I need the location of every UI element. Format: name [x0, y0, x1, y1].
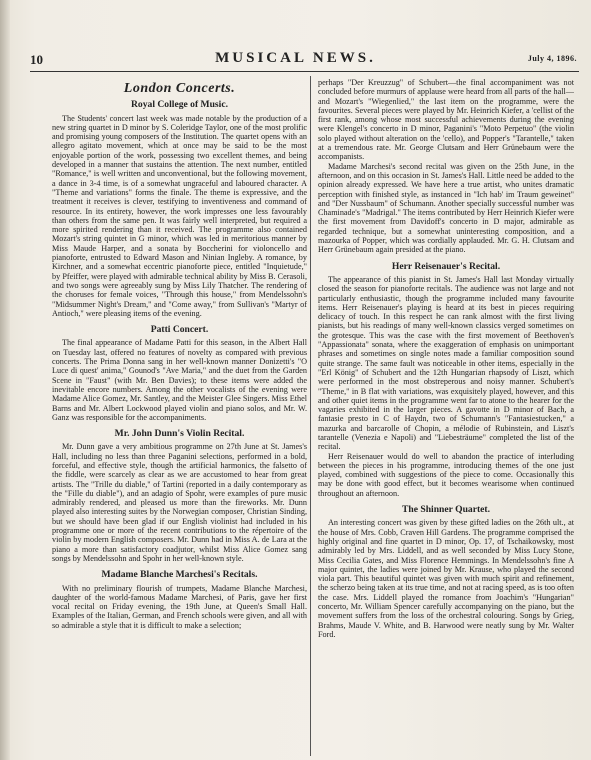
- dunn-heading: Mr. John Dunn's Violin Recital.: [114, 428, 245, 440]
- reisenauer-paragraph-2: Herr Reisenauer would do well to abandon the practice of interluding between the pieces in his programme, introducing themes of the one just played, combined with suggestions of the piece to come. Occasionally this may be done with good effect, but it becomes wearisome when continued throughout an afternoon.: [318, 451, 574, 498]
- patti-heading: Patti Concert.: [150, 324, 209, 336]
- left-column: [52, 78, 307, 630]
- marchesi-continued-paragraph: perhaps "Der Kreuzzug" of Schubert—the final accompaniment was not concluded before murmurs of applause were heard from all parts of the hall—and Mozart's "Wiegenlied," the last item on the programme, were the favourites. Several pieces were played by Mr. Heinrich Kiefer, a 'cellist of the first rank, among whose most successful achievements during the evening were Klengel's concerto in D minor, Paganini's "Moto Perpetuo" (the violin solo played without alteration on the 'cello), and Popper's "Tarantelle," taken at a tremendous rate. Mr. George Clutsam and Herr Grünebaum were the accompanists.: [318, 78, 574, 162]
- header-rule: [30, 71, 579, 72]
- shinner-paragraph: An interesting concert was given by these gifted ladies on the 26th ult., at the house of Mrs. Cobb, Craven Hill Gardens. The programme comprised the highly original and fine quartet in D minor, Op. 17, of Tschaikowsky, most admirably led by Mrs. Liddell, and as well seconded by Miss Lucy Stone, Miss Cecilia Gates, and Miss Florence Hemmings. In Mendelssohn's fine A major quintet, the ladies were joined by Mr. Krause, who played the second viola part. This beautiful quintet was given with much spirit and refinement, the scherzo being taken at its true time, and not at racing speed, as is too often the case. Mrs. Liddell played the romance from Joachim's "Hungarian" concerto, Mr. William Spencer carefully accompanying on the piano, but the movement suffers from the loss of the orchestral colouring. Songs by Grieg, Brahms, Maude V. White, and B. Harwood were neatly sung by Mr. Walter Ford.: [318, 518, 574, 639]
- section-title: London Concerts.: [123, 81, 236, 96]
- rcm-heading: Royal College of Music.: [131, 99, 228, 111]
- reisenauer-heading: Herr Reisenauer's Recital.: [391, 260, 501, 272]
- shinner-heading: The Shinner Quartet.: [401, 504, 491, 516]
- issue-date: July 4, 1896.: [527, 54, 577, 63]
- right-column: [318, 78, 574, 639]
- dunn-paragraph: Mr. Dunn gave a very ambitious programme on 27th June at St. James's Hall, including no less than three Paganini selections, performed in a bold, forceful, and effective style, though the artificial harmonics, the falsetto of the fiddle, were scarcely as clear as we are accustomed to hear from great artists. The "Trille du diable," of Tartini (reported in a daily contemporary as the "Fille du diable"), and an adagio of Spohr, were examples of pure music admirably rendered, and pleased us more than the fireworks. Mr. Dunn played also interesting suites by the Norwegian composer, Christian Sinding, but we should have been glad if our English violinist had included in his programme one or more of the recent contributions to the répertoire of the violin by modern English composers. Mr. Dunn had in Miss A. de Lara at the piano a more than satisfactory coadjutor, whilst Miss Alice Gomez sang songs by Mendelssohn and Spohr in her well-known style.: [52, 442, 307, 563]
- page-number: 10: [30, 52, 43, 67]
- patti-paragraph: The final appearance of Madame Patti for this season, in the Albert Hall on Tuesday last, offered no features of novelty as compared with previous concerts. The Prima Donna sang in her well-known manner Donizetti's "O Luce di quest' anima," Gounod's "Ave Maria," and the duet from the Garden Scene in "Faust" (with Mr. Ben Davies); to these items were added the inevitable encore numbers. Among the other vocalists of the evening were Madame Alice Gomez, Mr. Santley, and the Meister Glee Singers. Miss Ethel Barns and Mr. Albert Lockwood played violin and piano solos, and Mr. W. Ganz was responsible for the accompaniments.: [52, 338, 307, 422]
- rcm-paragraph: The Students' concert last week was made notable by the production of a new string quartet in D minor by S. Coleridge Taylor, one of the most prolific and promising young composers of the Institution. The quartet opens with an allegro agitato movement, which at once may be said to be the most enjoyable portion of the work, possessing two excellent themes, and being developed in a manner that sustains the attention. The next number, entitled "Romance," is well written and unconventional, but the following movement, a dance in 3-4 time, is of a somewhat ungraceful and laboured character. A "Theme and variations" forms the finale. The theme is expressive, and the treatment it receives is clever, testifying to inventiveness and command of resource. In its entirety, however, the work impresses one less favourably than others from the same pen. It was fairly well interpreted, but required a more spirited rendering than it received. The programme also contained Mozart's string quintet in G minor, which was led in meritorious manner by Miss Maude Harper, and a sonata by Boccherini for violoncello and pianoforte, entrusted to Edward Mason and Ninian Ingleby. A romance, by Kirchner, and a somewhat eccentric pianoforte piece, entitled "Inquietude," by Pfeiffer, were played with admirable technical ability by Miss B. Cerasoli, and two songs were agreeably sung by Miss Lily Thatcher. The rendering of the choruses for female voices, "Through this house," from Mendelssohn's "Midsummer Night's Dream," and "Come away," from Sullivan's "Martyr of Antioch," were pleasing items of the evening.: [52, 113, 307, 318]
- reisenauer-paragraph-1: The appearance of this pianist in St. James's Hall last Monday virtually closed the season for pianoforte recitals. The audience was not large and not particularly enthusiastic, though the programme included many favourite items. Herr Reisenauer's playing is heard at its best in pieces requiring delicacy of touch. In this respect he can rank almost with the first living pianists, but his readings of many well-known classics verged sometimes on the grotesque. This was the case with the first movement of Beethoven's "Appassionata" sonata, where the exaggeration of emphasis on unimportant phrases and sometimes on single notes made a familiar composition sound quite strange. The same fault was noticeable in other items, especially in the "Erl König" of Schubert and the 12th Hungarian rhapsody of Liszt, which were performed in the most obstreperous and noisy manner. Schubert's "Theme," in B flat with variations, was exquisitely played, however, and this and other quiet items in the programme went far to atone to the hearer for the vagaries exhibited in the larger pieces. A gavotte in D minor of Bach, a fantasie presto in C of Haydn, two of Schumann's "Fantasiestucken," a mazurka and barcarolle of Chopin, a mélodie of Rubinstein, and Liszt's tarantelle (Venezia e Napoli) and "Liebesträume" completed the list of the recital.: [318, 274, 574, 452]
- masthead: MUSICAL NEWS.: [215, 50, 376, 66]
- marchesi-paragraph: With no preliminary flourish of trumpets, Madame Blanche Marchesi, daughter of the world-famous Madame Marchesi, of Paris, gave her first vocal recital on Friday evening, the 19th June, at Queen's Small Hall. Examples of the Italian, German, and French schools were given, and all with so admirable a style that it is difficult to make a selection;: [52, 583, 307, 630]
- marchesi-second-paragraph: Madame Marchesi's second recital was given on the 25th June, in the afternoon, and on this occasion in St. James's Hall. Little need be added to the opinion already expressed. We have here a true artist, who unites dramatic perception with finished style, as instanced in "Ich hab' im Traum geweinet" and "Der Nussbaum" of Schumann. Another specially successful number was Chaminade's "Madrigal." The items contributed by Herr Heinrich Kiefer were the first movement from Davidoff's concerto in D major, admirable as regarded technique, but a somewhat uninteresting composition, and a mazourka of Popper, which was cordially applauded. Mr. G. H. Clutsam and Herr Grünebaum again presided at the piano.: [318, 161, 574, 255]
- marchesi-heading: Madame Blanche Marchesi's Recitals.: [101, 569, 258, 581]
- binding-gutter: [0, 0, 10, 760]
- column-divider: [310, 76, 311, 756]
